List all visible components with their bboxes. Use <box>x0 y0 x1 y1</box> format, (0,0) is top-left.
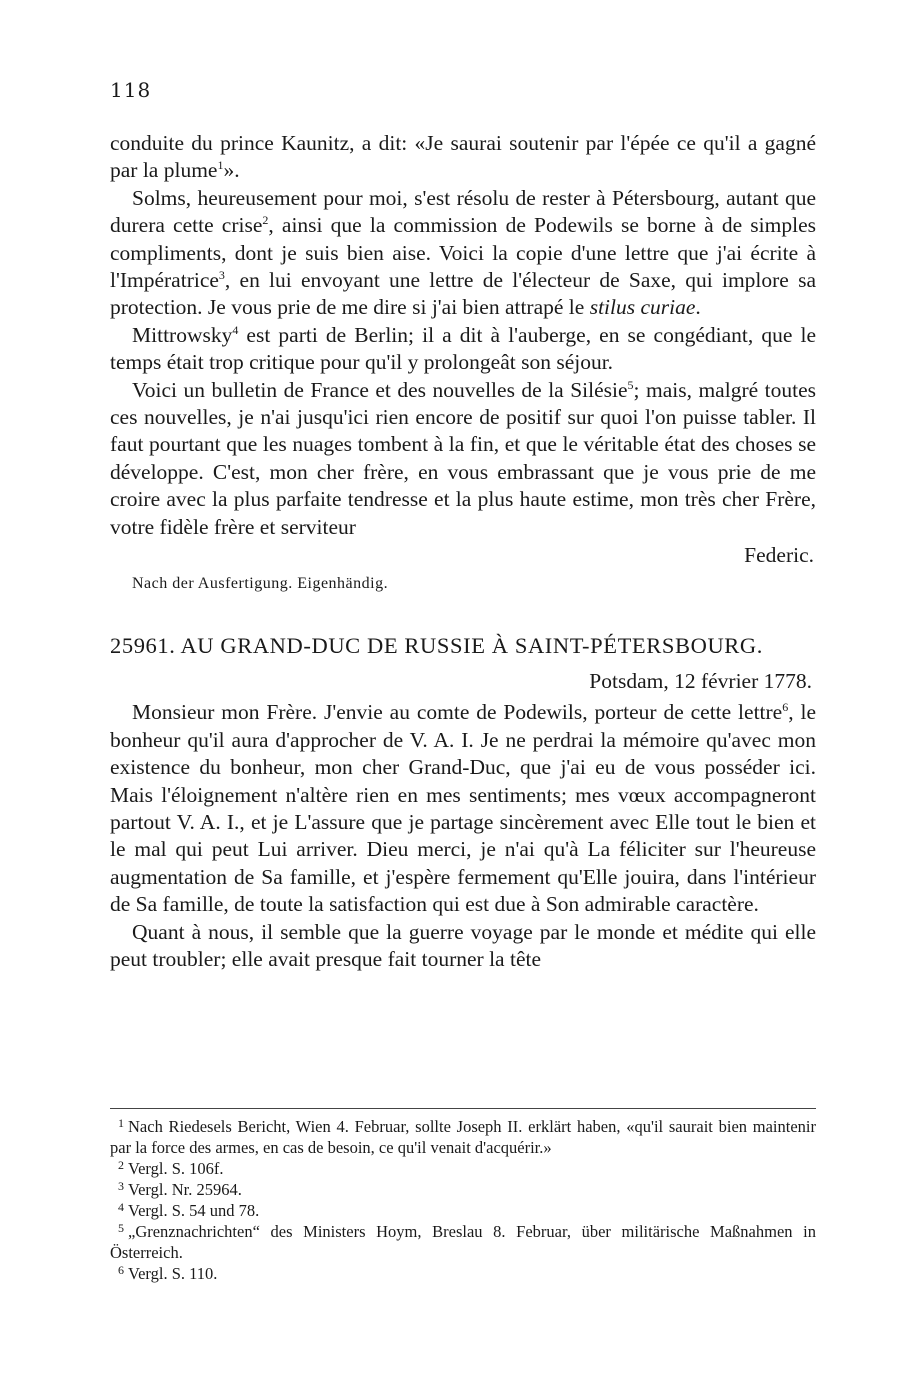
footnote-text: Vergl. S. 110. <box>128 1264 218 1283</box>
source-note: Nach der Ausfertigung. Eigenhändig. <box>132 574 389 592</box>
paragraph <box>110 130 816 185</box>
letter-heading: 25961. AU GRAND-DUC DE RUSSIE À SAINT-PÉTERSBOURG. <box>110 632 763 658</box>
text-run: Mittrowsky <box>132 322 233 347</box>
footnote-text: Nach Riedesels Bericht, Wien 4. Februar, sollte Joseph II. erklärt haben, «qu'il saurait bien maintenir par la force des armes, en cas de besoin, ce qu'il venait d'acquérir.» <box>110 1117 816 1157</box>
signature: Federic. <box>744 543 814 568</box>
footnote <box>110 1158 816 1179</box>
paragraph: Quant à nous, il semble que la guerre voyage par le monde et médite qui elle peut troubler; elle avait presque fait tourner la tête <box>110 919 816 971</box>
footnote <box>110 1179 816 1200</box>
footnote-text: Vergl. Nr. 25964. <box>128 1180 242 1199</box>
text-run: ; mais, malgré toutes ces nouvelles, je n'ai jusqu'ici rien encore de positif sur quoi l'on puisse tabler. Il faut pourtant que les nuages tombent à la fin, et que le véritable état des choses se développe. C'est, mon cher frère, en vous embrassant que je vous prie de me croire avec la plus parfaite tendresse et la plus haute estime, mon très cher Frère, votre fidèle frère et serviteur <box>110 377 816 539</box>
footnote-ref[interactable]: 4 <box>232 322 239 337</box>
text-run: . <box>695 295 701 320</box>
text-run: est parti de Berlin; il a dit à l'auberge, en se congédiant, que le temps était trop critique pour qu'il y prolongeât son séjour. <box>110 322 816 375</box>
footnote-ref[interactable]: 3 <box>218 268 225 283</box>
footnote-number: 5 <box>118 1221 124 1235</box>
footnote-number: 2 <box>118 1158 124 1172</box>
footnote <box>110 1116 816 1158</box>
paragraph <box>110 185 816 322</box>
text-run: , ainsi que la commission de Podewils se borne à de simples compliments, dont je suis bien aise. Voici la copie d'une lettre que j'ai écrite à l'Impératrice <box>110 213 816 293</box>
footnote-text: Vergl. S. 54 und 78. <box>128 1201 260 1220</box>
italic-term: stilus curiae <box>589 295 696 320</box>
text-run: , en lui envoyant une lettre de l'électeur de Saxe, qui implore sa protection. Je vous prie de me dire si j'ai bien attrapé le <box>110 268 816 320</box>
book-page <box>110 0 816 1392</box>
footnote-number: 6 <box>118 1263 124 1277</box>
footnote-text: Vergl. S. 106f. <box>128 1159 224 1178</box>
paragraph <box>110 377 816 541</box>
page-number: 118 <box>110 78 152 102</box>
paragraph <box>110 322 816 377</box>
text-run: Solms, heureusement pour moi, s'est résolu de rester à Pétersbourg, autant que durera cette crise <box>110 185 816 238</box>
footnote-ref[interactable]: 2 <box>262 213 269 228</box>
footnote <box>110 1200 816 1221</box>
footnote-ref[interactable]: 1 <box>217 158 224 173</box>
footnote-number: 1 <box>118 1116 124 1130</box>
text-run: ». <box>223 158 240 183</box>
footnotes <box>110 1116 816 1284</box>
footnote-number: 3 <box>118 1179 124 1193</box>
paragraph <box>110 699 816 918</box>
footnote-number: 4 <box>118 1200 124 1214</box>
main-text <box>110 130 816 973</box>
text-run: Monsieur mon Frère. J'envie au comte de Podewils, porteur de cette lettre <box>132 700 783 725</box>
dateline: Potsdam, 12 février 1778. <box>589 668 812 693</box>
footnote-ref[interactable]: 6 <box>782 700 789 715</box>
text-run: , le bonheur qu'il aura d'approcher de V. A. I. Je ne perdrai la mémoire qu'avec mon existence du bonheur, mon cher Grand-Duc, que j'ai eu de vous posséder ici. Mais l'éloignement n'altère rien en mes sentiments; mes vœux accompagneront partout V. A. I., et je L'assure que je partage sincèrement avec Elle tout le bien et le mal qui peut Lui arriver. Dieu merci, je n'ai qu'à La féliciter sur l'heureuse augmentation de Sa famille, et j'espère fermement qu'Elle jouira, dans l'intérieur de Sa famille, de toute la satisfaction qui est due à Son admirable caractère. <box>110 700 816 917</box>
footnote-text: „Grenznachrichten“ des Ministers Hoym, Breslau 8. Februar, über militärische Maßnahmen in Österreich. <box>110 1222 816 1262</box>
footnote-ref[interactable]: 5 <box>627 377 634 392</box>
text-run: Voici un bulletin de France et des nouvelles de la Silésie <box>132 377 628 402</box>
text-run: conduite du prince Kaunitz, a dit: «Je saurai soutenir par l'épée ce qu'il a gagné par la plume <box>110 131 816 183</box>
footnote-divider <box>110 1108 816 1109</box>
footnote <box>110 1221 816 1263</box>
footnote <box>110 1263 816 1284</box>
